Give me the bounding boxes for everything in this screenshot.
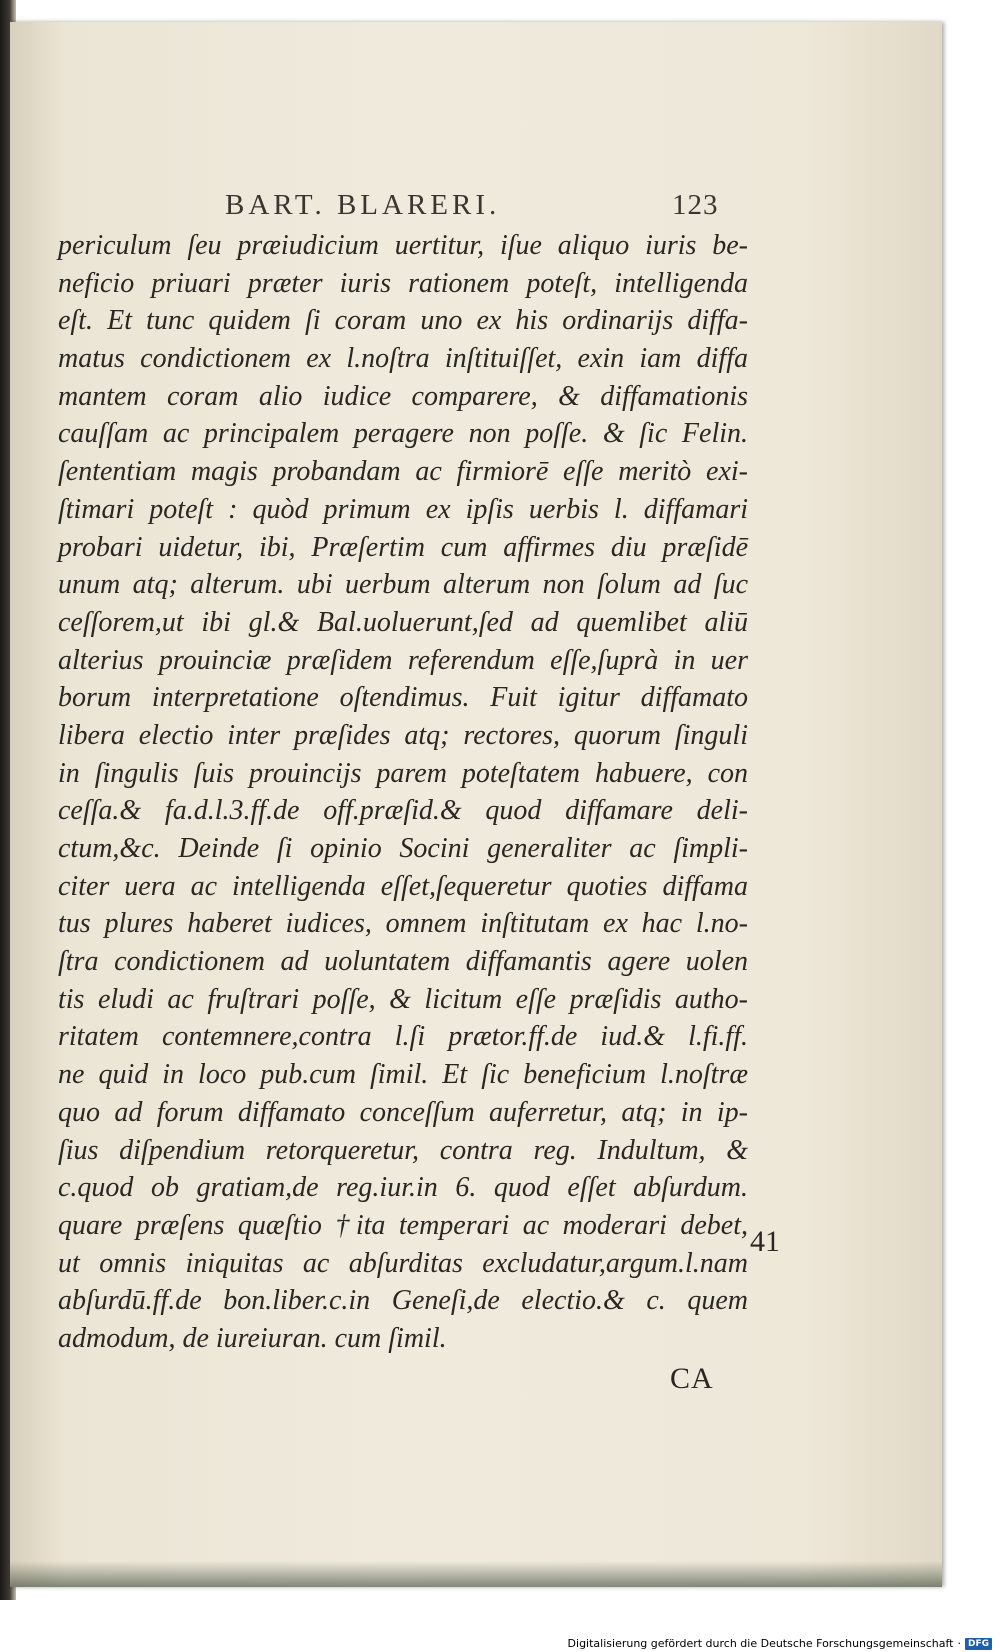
text-line: ceſſorem,ut ibi gl.& Bal.uoluerunt,ſed ad quemlibet aliū: [58, 606, 748, 638]
text-line: ſtra condictionem ad uoluntatem diffamantis agere uolen: [58, 946, 748, 978]
text-line: admodum, de iureiuran. cum ſimil.: [58, 1322, 447, 1354]
text-line: alterius prouinciæ præſidem referendum eſſe,ſuprà in uer: [58, 644, 748, 676]
text-line: borum interpretatione oſtendimus. Fuit igitur diffamato: [58, 682, 748, 714]
marginal-note-number: 41: [750, 1225, 780, 1258]
text-line: ceſſa.& fa.d.l.3.ff.de off.præſid.& quod diffamare deli-: [58, 795, 748, 827]
text-line: unum atq; alterum. ubi uerbum alterum non ſolum ad ſuc: [58, 569, 748, 601]
running-head: [10, 189, 942, 229]
dfg-logo-icon: DFG: [965, 1638, 992, 1650]
credit-text: Digitalisierung gefördert durch die Deutsche Forschungsgemeinschaft: [567, 1637, 954, 1650]
text-line: ritatem contemnere,contra l.ſi prætor.ff.de iud.& l.fi.ff.: [58, 1021, 748, 1053]
text-line: quare præſens quæſtio †ita temperari ac moderari debet,: [58, 1209, 748, 1241]
text-line: citer uera ac intelligenda eſſet,ſequeretur quoties diffama: [58, 870, 748, 902]
text-line: in ſingulis ſuis prouincijs parem poteſtatem habuere, con: [58, 757, 748, 789]
page-bottom-shadow: [10, 1561, 942, 1587]
text-line: abſurdū.ff.de bon.liber.c.in Geneſi,de electio.& c. quem: [58, 1285, 748, 1317]
text-line: ſententiam magis probandam ac firmiorē eſſe meritò exi-: [58, 456, 748, 488]
text-line: ſtimari poteſt : quòd primum ex ipſis uerbis l. diffamari: [58, 493, 748, 525]
text-line: mantem coram alio iudice comparere, & diffamationis: [58, 380, 748, 412]
text-line: probari uidetur, ibi, Præſertim cum affirmes diu præſidē: [58, 531, 748, 563]
text-line: matus condictionem ex l.noſtra inſtituiſſet, exin iam diffa: [58, 343, 748, 375]
text-line: neficio priuari præter iuris rationem poteſt, intelligenda: [58, 267, 748, 299]
text-line: ctum,&c. Deinde ſi opinio Socini generaliter ac ſimpli-: [58, 833, 748, 864]
text-line: periculum ſeu præiudicium uertitur, iſue aliquo iuris be-: [58, 230, 748, 261]
page-number: 123: [672, 189, 719, 221]
body-text: [58, 227, 748, 1358]
text-line: c.quod ob gratiam,de reg.iur.in 6. quod eſſet abſurdum.: [58, 1172, 748, 1204]
book-page: [10, 22, 942, 1587]
text-line: tus plures haberet iudices, omnem inſtitutam ex hac l.no-: [58, 908, 748, 940]
text-line: libera electio inter præſides atq; rectores, quorum ſinguli: [58, 719, 748, 751]
text-line: eſt. Et tunc quidem ſi coram uno ex his ordinarijs diffa-: [58, 305, 748, 337]
catchword: CA: [670, 1362, 714, 1395]
text-line: cauſſam ac principalem peragere non poſſe. & ſic Felin.: [58, 418, 748, 450]
digitization-credit: Digitalisierung gefördert durch die Deutsche Forschungsgemeinschaft · DFG: [568, 1637, 992, 1650]
text-line: quo ad forum diffamato conceſſum auferretur, atq; in ip-: [58, 1096, 748, 1128]
text-line: ſius diſpendium retorqueretur, contra reg. Indultum, &: [58, 1134, 748, 1166]
text-line: tis eludi ac fruſtrari poſſe, & licitum eſſe præſidis autho-: [58, 983, 748, 1015]
running-head-title: BART. BLARERI.: [225, 189, 501, 221]
text-line: ut omnis iniquitas ac abſurditas excludatur,argum.l.nam: [58, 1247, 748, 1279]
text-line: ne quid in loco pub.cum ſimil. Et ſic beneficium l.noſtræ: [58, 1059, 748, 1091]
